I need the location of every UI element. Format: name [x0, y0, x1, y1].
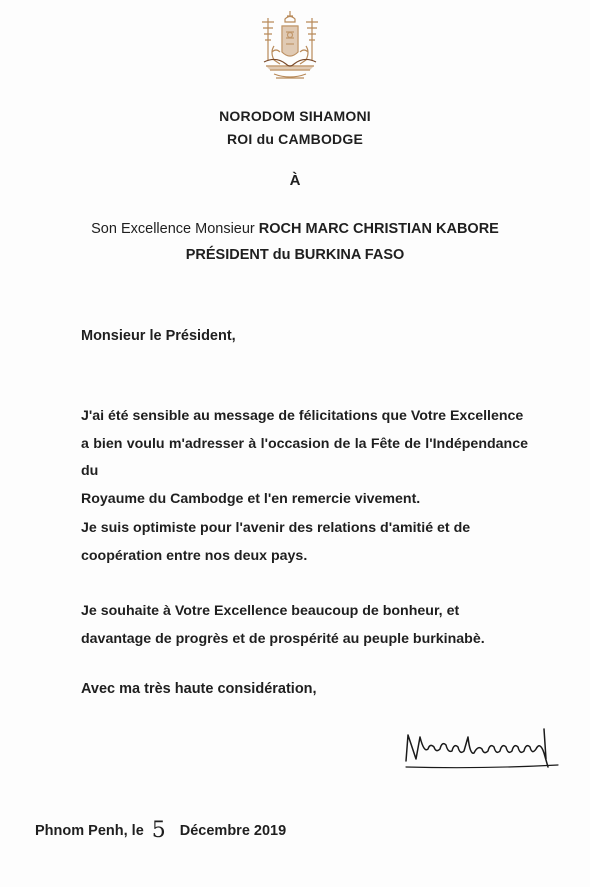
addressee-prefix: Son Excellence Monsieur: [91, 221, 259, 237]
addressee-title: PRÉSIDENT du BURKINA FASO: [185, 247, 405, 263]
closing-line: Avec ma très haute considération,: [81, 681, 317, 697]
date-line: [35, 816, 286, 841]
date-prefix: Phnom Penh, le: [35, 823, 144, 839]
paragraph-line: davantage de progrès et de prospérité au peuple burkinabè.: [81, 630, 485, 647]
handwritten-signature: [402, 723, 562, 771]
to-word: À: [289, 172, 301, 189]
royal-coat-of-arms-icon: [256, 8, 324, 88]
sender-title: ROI du CAMBODGE: [227, 131, 363, 147]
paragraph-line: coopération entre nos deux pays.: [81, 547, 308, 564]
paragraph-line: Je suis optimiste pour l'avenir des relations d'amitié et de: [81, 520, 471, 536]
addressee-name: ROCH MARC CHRISTIAN KABORE: [258, 221, 499, 237]
paragraph-line: a bien voulu m'adresser à l'occasion de la Fête de l'Indépendance du: [81, 435, 528, 479]
paragraph-wishes: [81, 598, 528, 653]
paragraph-line: Je souhaite à Votre Excellence beaucoup de bonheur, et: [81, 603, 460, 619]
paragraph-optimism: [81, 515, 528, 570]
paragraph-line: Royaume du Cambodge et l'en remercie vivement.: [81, 490, 421, 507]
date-month-year: Décembre 2019: [179, 823, 287, 839]
salutation: Monsieur le Président,: [81, 328, 236, 344]
paragraph-line: J'ai été sensible au message de félicitations que Votre Excellence: [81, 408, 524, 424]
sender-name: NORODOM SIHAMONI: [219, 108, 371, 124]
paragraph-thanks: [81, 403, 528, 513]
date-day-handwritten: 5: [151, 818, 166, 843]
addressee-line: [0, 221, 590, 237]
